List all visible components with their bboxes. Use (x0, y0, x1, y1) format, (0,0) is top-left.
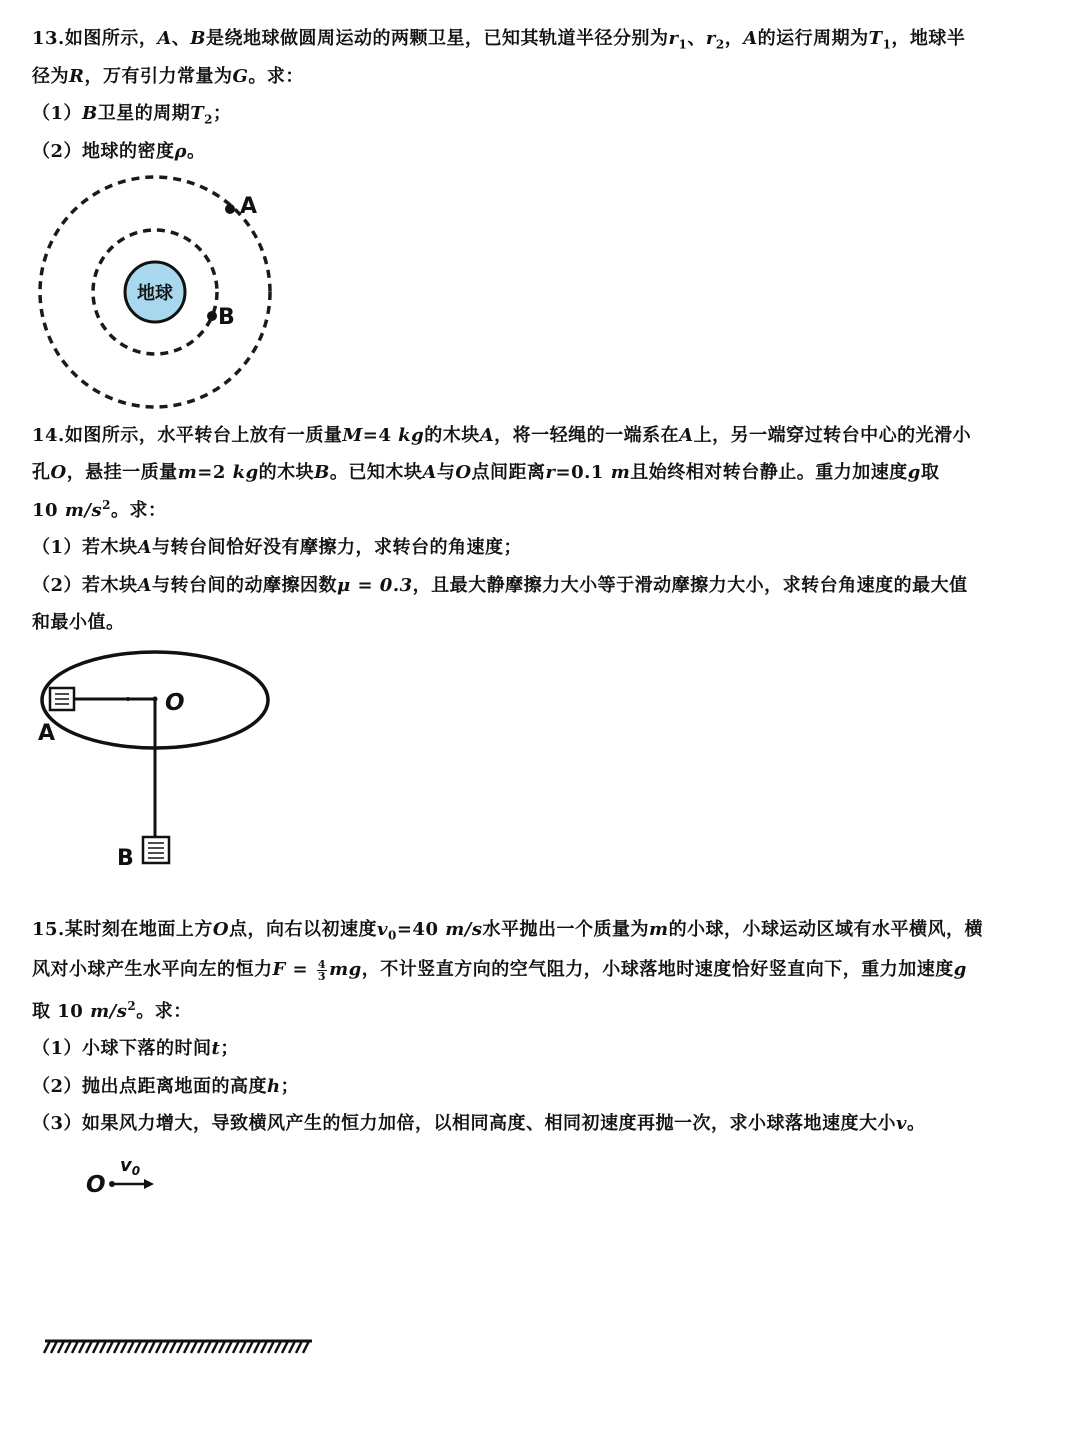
hatch-line (156, 1341, 162, 1353)
hatch-line (191, 1341, 197, 1353)
hatch-line (128, 1341, 134, 1353)
hatch-line (142, 1341, 148, 1353)
q15-line-3: 取 10 $m/s^2$。求： (32, 999, 192, 1022)
q15-projectile-figure (44, 1155, 312, 1353)
hatch-line (114, 1341, 120, 1353)
q15-line-2: 风对小球产生水平向左的恒力F = $\frac{4}{3}$ mg，不计竖直方向的空气阻力，小球落地时速度恰好竖直向下，重力加速度g (32, 957, 967, 983)
satellite-b-dot (207, 311, 217, 321)
q13-line-1: 13.如图所示，A、B是绕地球做圆周运动的两颗卫星，已知其轨道半径分别为$r_1$、$r_2$，A的运行周期为$T_1$，地球半 (32, 28, 966, 52)
hatch-line (100, 1341, 106, 1353)
hatch-line (163, 1341, 169, 1353)
label-v0-subscript: 0 (131, 1164, 141, 1178)
hatch-line (233, 1341, 239, 1353)
hatch-line (170, 1341, 176, 1353)
q15-line-1: 15.某时刻在地面上方O点，向右以初速度$v_0=40$ m/s水平抛出一个质量为m的小球，小球运动区域有水平横风，横 (32, 919, 984, 943)
q14-line-3: 10 $m/s^2$。求： (32, 498, 167, 521)
hatch-line (226, 1341, 232, 1353)
hatch-line (261, 1341, 267, 1353)
satellite-a-dot (225, 204, 235, 214)
hatch-line (44, 1341, 50, 1353)
label-b: B (117, 846, 134, 871)
block-b (143, 837, 169, 863)
hatch-line (240, 1341, 246, 1353)
hatch-line (93, 1341, 99, 1353)
q13-line-2: 径为R，万有引力常量为G。求： (32, 66, 304, 87)
q13-orbit-figure (40, 177, 270, 407)
hatch-line (247, 1341, 253, 1353)
fraction-four-thirds: $\frac{4}{3}$ (317, 957, 327, 983)
hatch-line (135, 1341, 141, 1353)
svg-text:v0 (120, 1155, 140, 1178)
hatch-line (212, 1341, 218, 1353)
q15-part-1: （1）小球下落的时间t； (32, 1038, 239, 1059)
hatch-line (219, 1341, 225, 1353)
q14-part-1: （1）若木块A与转台间恰好没有摩擦力，求转台的角速度； (32, 537, 522, 558)
hatch-line (268, 1341, 274, 1353)
hatch-line (121, 1341, 127, 1353)
q14-line-6: 和最小值。 (32, 612, 125, 633)
q14-part-2: （2）若木块A与转台间的动摩擦因数μ = 0.3，且最大静摩擦力大小等于滑动摩擦力大小，求转台角速度的最大值 (32, 575, 968, 596)
hatch-line (254, 1341, 260, 1353)
hatch-line (58, 1341, 64, 1353)
satellite-a-label: A (240, 194, 258, 219)
hatch-line (107, 1341, 113, 1353)
q14-line-1: 14.如图所示，水平转台上放有一质量M=4 kg的木块A，将一轻绳的一端系在A上，另一端穿过转台中心的光滑小 (32, 425, 972, 446)
label-o: O (165, 690, 185, 716)
label-o: O (86, 1172, 106, 1198)
hatch-line (289, 1341, 295, 1353)
hatch-line (65, 1341, 71, 1353)
q13-part-2: （2）地球的密度ρ。 (32, 141, 206, 162)
label-a: A (38, 721, 56, 746)
q13-part-1: （1）B卫星的周期$T_2$； (32, 103, 232, 127)
ground-hatching (44, 1341, 309, 1353)
hatch-line (275, 1341, 281, 1353)
hatch-line (303, 1341, 309, 1353)
q15-part-3: （3）如果风力增大，导致横风产生的恒力加倍，以相同高度、相同初速度再抛一次，求小球落地速度大小v。 (32, 1113, 926, 1134)
label-v0: v (120, 1155, 132, 1176)
hatch-line (149, 1341, 155, 1353)
q15-part-2: （2）抛出点距离地面的高度h； (32, 1076, 300, 1097)
hatch-line (86, 1341, 92, 1353)
hatch-line (296, 1341, 302, 1353)
hatch-line (72, 1341, 78, 1353)
hatch-line (177, 1341, 183, 1353)
hatch-line (282, 1341, 288, 1353)
hatch-line (205, 1341, 211, 1353)
hatch-line (51, 1341, 57, 1353)
q14-turntable-figure (38, 652, 268, 871)
earth-label: 地球 (137, 283, 173, 304)
hatch-line (198, 1341, 204, 1353)
hatch-line (184, 1341, 190, 1353)
hatch-line (79, 1341, 85, 1353)
satellite-b-label: B (218, 305, 235, 330)
q14-line-2: 孔O，悬挂一质量m=2 kg的木块B。已知木块A与O点间距离r=0.1 m且始终相对转台静止。重力加速度g取 (32, 462, 940, 483)
